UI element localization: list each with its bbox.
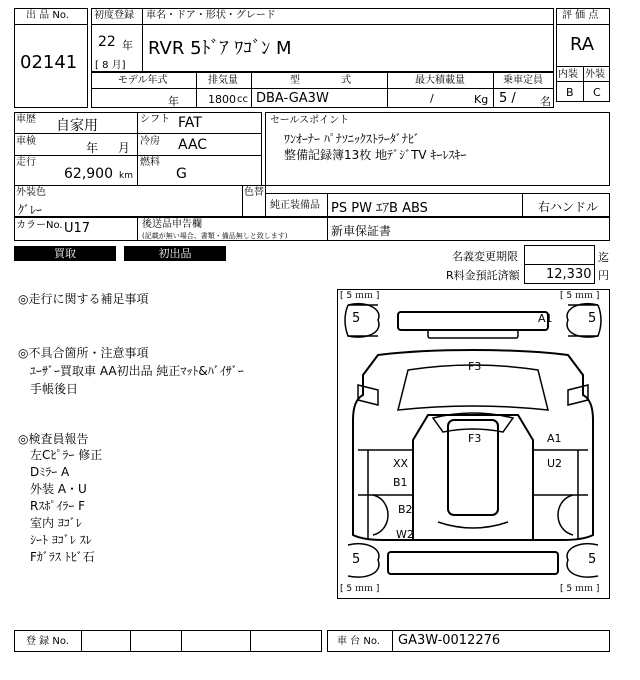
tire-label-top-right: [ 5 ｍｍ ] xyxy=(560,291,600,301)
inspector-line-6: ｼｰﾄ ﾖｺﾞﾚ ｽﾚ xyxy=(30,533,92,547)
name-change-label: 名義変更期限 xyxy=(452,250,518,263)
load-slash: / xyxy=(430,92,434,105)
warranty: 新車保証書 xyxy=(331,224,392,238)
capacity-unit: 名 xyxy=(540,95,551,108)
lot-no-label: 出 品 No. xyxy=(26,10,69,21)
info-left-box xyxy=(14,112,262,186)
defect-line-2: 手帳後日 xyxy=(30,382,79,396)
chassis-no: GA3W-0012276 xyxy=(398,633,501,648)
inspector-line-7: Fｶﾞﾗｽ ﾄﾋﾞ石 xyxy=(30,550,95,564)
exterior-grade: C xyxy=(593,86,601,99)
first-reg-label: 初度登録 xyxy=(94,10,134,21)
capacity: 5 / xyxy=(499,91,516,106)
right-mirror xyxy=(568,385,588,405)
inspector-line-2: Dﾐﾗｰ A xyxy=(30,465,70,479)
mark-left-b2: B2 xyxy=(398,503,413,516)
inspector-line-5: 室内 ﾖｺﾞﾚ xyxy=(30,516,82,530)
rear-bumper xyxy=(388,552,558,574)
interior-label: 内装 xyxy=(558,69,578,80)
displacement-label: 排気量 xyxy=(208,75,238,86)
mark-hood-f3: F3 xyxy=(468,360,482,373)
interior-grade: B xyxy=(566,86,574,99)
reg-month: [ 8 月] xyxy=(95,60,126,71)
reg-year: 22 xyxy=(98,34,116,50)
rear-window xyxy=(438,522,508,528)
body-outline xyxy=(353,350,593,540)
tire-label-bottom-right: [ 5 ｍｍ ] xyxy=(560,584,600,594)
lot-no: 02141 xyxy=(20,52,78,73)
history: 自家用 xyxy=(56,118,98,134)
first-listing-badge: 初出品 xyxy=(124,246,226,261)
left-mirror xyxy=(358,385,378,405)
ac-label: 冷房 xyxy=(140,136,160,147)
type-label: 型 式 xyxy=(290,75,352,86)
tire-digit-front-left: 5 xyxy=(352,311,361,326)
grade-label: 評 価 点 xyxy=(562,10,599,21)
reg-year-unit: 年 xyxy=(122,39,133,52)
purchase-badge: 買取 xyxy=(14,246,116,261)
recycle-unit: 円 xyxy=(598,269,609,282)
sales-point-label: セールスポイント xyxy=(270,115,350,126)
mark-front-a1: A1 xyxy=(538,312,553,325)
inspection-label: 車検 xyxy=(16,136,36,147)
fuel-label: 燃料 xyxy=(140,157,160,168)
inspector-line-1: 左Cﾋﾟﾗｰ 修正 xyxy=(30,448,103,462)
color-no-label: カラーNo. xyxy=(16,220,63,231)
color-no-box xyxy=(14,217,610,241)
equipment-label: 純正装備品 xyxy=(270,200,320,211)
aftermarket-note: (記載が無い場合、書類・備品無しと致します) xyxy=(142,232,288,240)
tire-label-top-left: [ 5 ｍｍ ] xyxy=(340,291,380,301)
displacement-unit: cc xyxy=(237,94,248,105)
inspector-line-3: 外装 A・U xyxy=(30,482,87,496)
mark-left-xx: XX xyxy=(393,457,409,470)
reg-no-label: 登 録 No. xyxy=(26,636,69,647)
mileage-unit: km xyxy=(119,171,133,181)
shift-label: シフト xyxy=(140,114,170,125)
inspector-title: ◎検査員報告 xyxy=(18,432,89,446)
history-label: 車歴 xyxy=(16,114,36,125)
car-name: RVR 5ﾄﾞｱ ﾜｺﾞﾝ M xyxy=(148,38,292,59)
color: ｸﾞﾚｰ xyxy=(18,203,43,217)
mileage: 62,900 xyxy=(64,166,113,182)
exterior-label: 外装 xyxy=(585,69,605,80)
sales-point-line-2: 整備記録簿13枚 地ﾃﾞｼﾞTV ｷｰﾚｽｷｰ xyxy=(284,148,467,162)
name-change-unit: 迄 xyxy=(598,251,609,264)
defect-line-1: ﾕｰｻﾞｰ買取車 AA初出品 純正ﾏｯﾄ&ﾊﾞｲｻﾞｰ xyxy=(30,364,244,378)
mark-right-u2: U2 xyxy=(547,457,563,470)
tire-front-left xyxy=(345,304,379,337)
color-box xyxy=(14,185,266,217)
mark-left-b1: B1 xyxy=(393,476,408,489)
driving-notes-title: ◎走行に関する補足事項 xyxy=(18,292,149,306)
shift: FAT xyxy=(178,115,202,131)
front-grille xyxy=(428,330,518,338)
color-no: U17 xyxy=(64,221,91,236)
capacity-label: 乗車定員 xyxy=(503,75,543,86)
front-bumper xyxy=(398,312,548,330)
load-unit: Kg xyxy=(474,93,489,106)
model-head-label: 車名・ドア・形状・グレード xyxy=(146,10,276,21)
defect-notes-title: ◎不具合箇所・注意事項 xyxy=(18,346,149,360)
displacement: 1800 xyxy=(208,93,236,106)
tire-digit-rear-left: 5 xyxy=(352,552,361,567)
color-change-label: 色替 xyxy=(244,187,264,198)
name-change-box xyxy=(524,245,595,265)
color-label: 外装色 xyxy=(16,187,46,198)
inspection: 年 月 xyxy=(86,141,130,155)
mark-left-w2: W2 xyxy=(396,528,414,541)
model-year-label: モデル年式 xyxy=(118,75,168,86)
max-load-label: 最大積載量 xyxy=(415,75,465,86)
aftermarket-label: 後送品申告欄 xyxy=(142,219,202,230)
fuel: G xyxy=(176,166,187,182)
ac: AAC xyxy=(178,137,208,153)
left-door-arc xyxy=(373,495,388,535)
mileage-label: 走行 xyxy=(16,157,36,168)
tire-digit-rear-right: 5 xyxy=(588,552,597,567)
equipment: PS PW ｴｱB ABS xyxy=(331,201,428,216)
model-year-unit: 年 xyxy=(168,95,179,108)
mark-roof-f3: F3 xyxy=(468,432,482,445)
tire-label-bottom-left: [ 5 ｍｍ ] xyxy=(340,584,380,594)
right-door-arc xyxy=(558,495,573,535)
inspector-line-4: Rｽﾎﾟｲﾗｰ F xyxy=(30,499,86,513)
overall-grade: RA xyxy=(570,34,595,55)
handle-side: 右ハンドル xyxy=(538,200,599,214)
recycle-label: R料金預託済額 xyxy=(446,269,520,282)
type-code: DBA-GA3W xyxy=(256,91,329,106)
chassis-label: 車 台 No. xyxy=(337,636,380,647)
recycle-amount: 12,330 xyxy=(546,267,592,282)
mark-right-a1: A1 xyxy=(547,432,562,445)
sales-point-line-1: ﾜﾝｵｰﾅｰ ﾊﾟﾅｿﾆｯｸｽﾄﾗｰﾀﾞﾅﾋﾞ xyxy=(284,132,420,146)
tire-digit-front-right: 5 xyxy=(588,311,597,326)
